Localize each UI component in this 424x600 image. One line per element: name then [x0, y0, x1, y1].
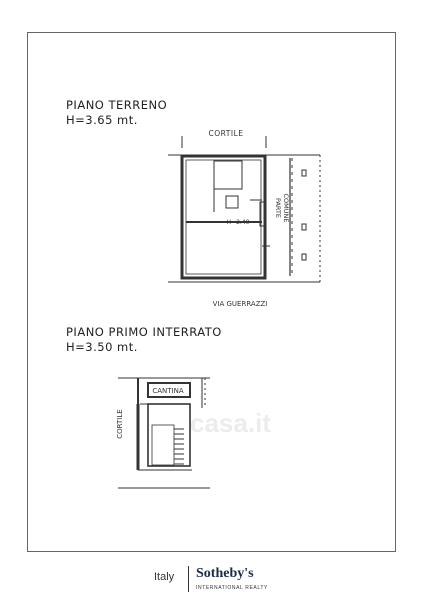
footer-country: Italy — [154, 571, 175, 583]
ceiling-height-note: H=2.40 — [226, 219, 250, 226]
courtyard-label-side: CORTILE — [116, 409, 124, 439]
cellar-label: CANTINA — [152, 387, 184, 395]
street-label: VIA GUERRAZZI — [212, 300, 268, 308]
courtyard-label-top: CORTILE — [208, 129, 244, 138]
basement-title: PIANO PRIMO INTERRATO — [66, 325, 222, 339]
ground-floor-height: H=3.65 mt. — [66, 113, 138, 127]
basement-height: H=3.50 mt. — [66, 340, 138, 354]
watermark: casa.it — [190, 408, 271, 438]
footer-divider — [188, 566, 189, 592]
common-area-label-2: COMUNE — [282, 193, 290, 223]
ground-floor-plan — [168, 136, 320, 282]
brand-logo: Sotheby's — [196, 566, 254, 581]
ground-floor-title: PIANO TERRENO — [66, 98, 168, 112]
brand-subtitle: INTERNATIONAL REALTY — [196, 585, 268, 591]
common-area-label-1: PARTE — [274, 197, 282, 219]
